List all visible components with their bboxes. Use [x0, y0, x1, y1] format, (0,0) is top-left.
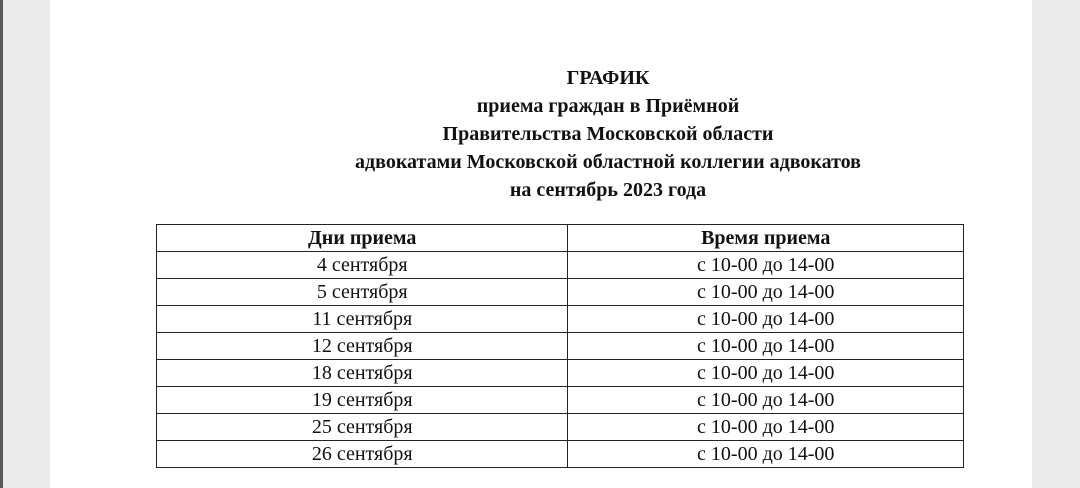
table-row [157, 387, 964, 414]
table-row [157, 441, 964, 468]
day-cell: 11 сентября [157, 306, 568, 333]
viewer-edge [0, 0, 3, 488]
title-line-2: приема граждан в Приёмной [476, 95, 740, 117]
time-cell: с 10-00 до 14-00 [568, 279, 964, 306]
table-row [157, 414, 964, 441]
title-line-1: ГРАФИК [566, 67, 650, 89]
table-row [157, 333, 964, 360]
day-cell: 25 сентября [157, 414, 568, 441]
time-cell: с 10-00 до 14-00 [568, 360, 964, 387]
title-line-3: Правительства Московской области [442, 123, 774, 145]
time-cell: с 10-00 до 14-00 [568, 387, 964, 414]
table-row [157, 252, 964, 279]
table-row [157, 279, 964, 306]
table-header-row [157, 225, 964, 252]
schedule-table [156, 224, 964, 468]
day-cell: 4 сентября [157, 252, 568, 279]
table-row [157, 360, 964, 387]
time-cell: с 10-00 до 14-00 [568, 441, 964, 468]
day-cell: 18 сентября [157, 360, 568, 387]
document-title [50, 64, 1080, 204]
header-time: Время приема [568, 225, 964, 252]
table-row [157, 306, 964, 333]
time-cell: с 10-00 до 14-00 [568, 333, 964, 360]
document-page [50, 0, 1032, 488]
day-cell: 12 сентября [157, 333, 568, 360]
day-cell: 26 сентября [157, 441, 568, 468]
time-cell: с 10-00 до 14-00 [568, 306, 964, 333]
title-line-4: адвокатами Московской областной коллегии адвокатов [355, 151, 861, 173]
header-days: Дни приема [157, 225, 568, 252]
day-cell: 5 сентября [157, 279, 568, 306]
day-cell: 19 сентября [157, 387, 568, 414]
time-cell: с 10-00 до 14-00 [568, 252, 964, 279]
title-line-5: на сентябрь 2023 года [509, 179, 707, 201]
time-cell: с 10-00 до 14-00 [568, 414, 964, 441]
